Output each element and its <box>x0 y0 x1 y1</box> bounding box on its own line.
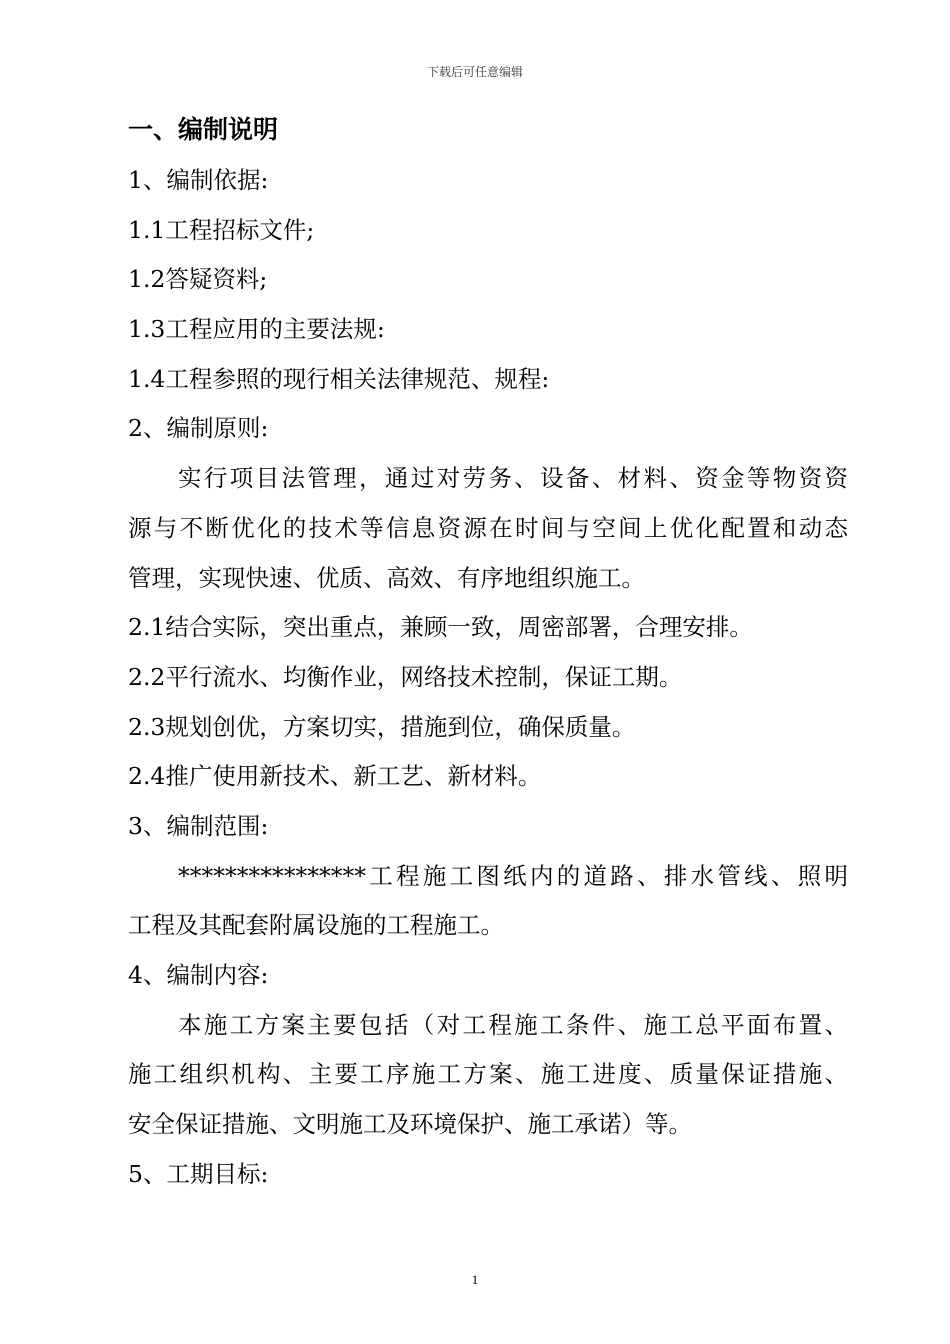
document-body <box>128 104 848 1199</box>
text-line: 1.2答疑资料; <box>128 265 268 294</box>
text-line: 本施工方案主要包括（对工程施工条件、施工总平面布置、 <box>178 1010 848 1039</box>
text-line: 施工组织机构、主要工序施工方案、施工进度、质量保证措施、 <box>128 1060 848 1089</box>
text-line: 2.3规划创优，方案切实，措施到位，确保质量。 <box>128 712 636 741</box>
paragraph-list <box>128 156 848 1199</box>
page-number: 1 <box>471 1272 479 1287</box>
text-line: 1.1工程招标文件; <box>128 215 315 244</box>
text-line: 管理，实现快速、优质、高效、有序地组织施工。 <box>128 563 645 592</box>
text-line: 3、编制范围: <box>128 811 269 840</box>
text-line: 2.2平行流水、均衡作业，网络技术控制，保证工期。 <box>128 662 683 691</box>
text-line: 5、工期目标: <box>128 1159 269 1188</box>
text-line: 工程及其配套附属设施的工程施工。 <box>128 911 504 940</box>
text-line: 源与不断优化的技术等信息资源在时间与空间上优化配置和动态 <box>128 513 848 542</box>
text-line: 1.4工程参照的现行相关法律规范、规程: <box>128 364 550 393</box>
text-line: 1、编制依据: <box>128 166 269 194</box>
text-line: 2、编制原则: <box>128 414 269 443</box>
page-header: 下载后可任意编辑 <box>426 65 523 79</box>
text-line: 4、编制内容: <box>128 961 269 989</box>
section-title: 一、编制说明 <box>128 115 279 144</box>
text-line: ****************工程施工图纸内的道路、排水管线、照明 <box>178 861 848 890</box>
text-line: 1.3工程应用的主要法规: <box>128 315 385 344</box>
text-line: 2.4推广使用新技术、新工艺、新材料。 <box>128 762 542 791</box>
text-line: 安全保证措施、文明施工及环境保护、施工承诺）等。 <box>128 1110 692 1139</box>
text-line: 2.1结合实际，突出重点，兼顾一致，周密部署，合理安排。 <box>128 613 753 642</box>
text-line: 实行项目法管理，通过对劳务、设备、材料、资金等物资资 <box>178 464 848 493</box>
